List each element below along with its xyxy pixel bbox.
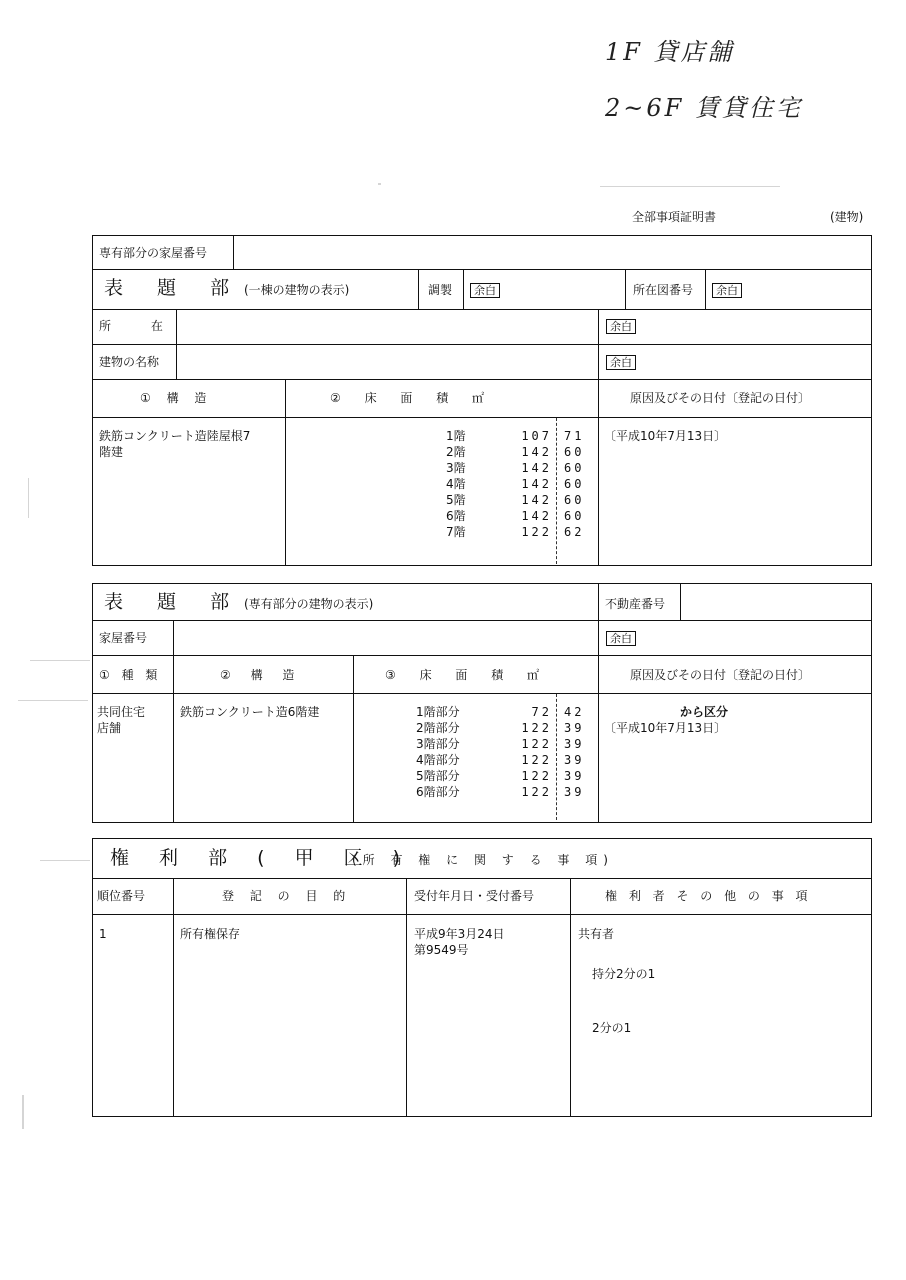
col-purpose: 登 記 の 目 的 — [222, 889, 352, 903]
map-no-value: 余白 — [712, 283, 742, 298]
share-2: 2分の1 — [592, 1021, 632, 1035]
cause-line-1: から区分 — [680, 705, 729, 719]
exclusive-house-label: 専有部分の家屋番号 — [99, 246, 208, 260]
rank-value: 1 — [99, 927, 107, 941]
col-receipt: 受付年月日・受付番号 — [414, 889, 535, 903]
holder-label: 共有者 — [578, 927, 615, 941]
area-dec: 60 — [564, 509, 585, 523]
doc-title: 全部事項証明書 — [632, 210, 717, 224]
floor-label: 2階 — [446, 445, 466, 459]
area-dec: 60 — [564, 477, 585, 491]
area-int: 122 — [521, 753, 552, 767]
area-int: 142 — [521, 477, 552, 491]
area-dec: 62 — [564, 525, 585, 539]
cause-line-2: 〔平成10年7月13日〕 — [604, 721, 727, 735]
area-dec: 39 — [564, 785, 585, 799]
area-dec: 60 — [564, 493, 585, 507]
area-int: 122 — [521, 737, 552, 751]
floor-label: 1階 — [446, 429, 466, 443]
location-label: 所 在 — [99, 319, 181, 333]
area-int: 122 — [521, 785, 552, 799]
floor-list — [446, 428, 466, 540]
floor-label: 2階部分 — [416, 721, 460, 735]
structure-text-2: 鉄筋コンクリート造6階建 — [180, 705, 320, 719]
location-note: 余白 — [606, 319, 636, 334]
building-name-label: 建物の名称 — [99, 355, 160, 369]
floor-label: 3階 — [446, 461, 466, 475]
section1-subtitle: (一棟の建物の表示) — [244, 283, 350, 297]
structure-text-2: 階建 — [99, 445, 124, 459]
col-structure-2: ② 構 造 — [220, 668, 303, 682]
house-no-label: 家屋番号 — [99, 631, 148, 645]
area-int: 122 — [521, 525, 552, 539]
floor-label: 1階部分 — [416, 705, 460, 719]
area-int: 122 — [521, 769, 552, 783]
floor-label: 7階 — [446, 525, 466, 539]
kind-2: 店舗 — [97, 721, 122, 735]
kind-1: 共同住宅 — [97, 705, 146, 719]
floor-area-dec-2 — [564, 704, 584, 800]
handwritten-note-2: 2~6F 賃貸住宅 — [605, 94, 803, 122]
doc-kind: (建物) — [830, 210, 864, 224]
handwritten-note-1: 1F 貸店舗 — [605, 38, 735, 66]
floor-list-2 — [416, 704, 460, 800]
area-dec: 42 — [564, 705, 585, 719]
col-structure: ① 構 造 — [140, 391, 213, 405]
floor-label: 6階 — [446, 509, 466, 523]
floor-area-dec — [564, 428, 584, 540]
section2-subtitle: (専有部分の建物の表示) — [244, 597, 374, 611]
area-dec: 39 — [564, 769, 585, 783]
receipt-no: 第9549号 — [414, 943, 469, 957]
area-int: 142 — [521, 493, 552, 507]
map-no-label: 所在図番号 — [633, 283, 694, 297]
structure-text: 鉄筋コンクリート造陸屋根7 — [99, 429, 251, 443]
floor-label: 4階部分 — [416, 753, 460, 767]
section3-subtitle: (所 有 権 に 関 す る 事 項) — [352, 853, 614, 867]
area-int: 142 — [521, 445, 552, 459]
area-int: 122 — [521, 721, 552, 735]
floor-label: 5階部分 — [416, 769, 460, 783]
building-name-note: 余白 — [606, 355, 636, 370]
floor-area-int — [500, 428, 552, 540]
area-dec: 39 — [564, 737, 585, 751]
area-dec: 39 — [564, 721, 585, 735]
area-dec: 71 — [564, 429, 585, 443]
area-int: 72 — [531, 705, 552, 719]
purpose-value: 所有権保存 — [180, 927, 241, 941]
col-kind: ① 種 類 — [99, 668, 162, 682]
floor-area-int-2 — [490, 704, 552, 800]
area-int: 107 — [521, 429, 552, 443]
col-cause-2: 原因及びその日付〔登記の日付〕 — [630, 668, 811, 682]
floor-label: 4階 — [446, 477, 466, 491]
col-cause: 原因及びその日付〔登記の日付〕 — [630, 391, 811, 405]
area-dec: 60 — [564, 461, 585, 475]
floor-label: 3階部分 — [416, 737, 460, 751]
area-int: 142 — [521, 461, 552, 475]
section1-title: 表 題 部 — [104, 277, 244, 299]
floor-label: 6階部分 — [416, 785, 460, 799]
area-dec: 60 — [564, 445, 585, 459]
house-no-note: 余白 — [606, 631, 636, 646]
floor-label: 5階 — [446, 493, 466, 507]
chosei-label: 調製 — [428, 283, 453, 297]
section2-title: 表 題 部 — [104, 591, 244, 613]
share-1: 持分2分の1 — [592, 967, 656, 981]
section3-title: 権 利 部 ( 甲 区 ) — [110, 847, 413, 869]
col-area: ② 床 面 積 ㎡ — [330, 391, 495, 405]
col-rank: 順位番号 — [97, 889, 146, 903]
cause-text: 〔平成10年7月13日〕 — [604, 429, 727, 443]
col-area-2: ③ 床 面 積 ㎡ — [385, 668, 550, 682]
area-dec: 39 — [564, 753, 585, 767]
realestate-no-label: 不動産番号 — [605, 597, 666, 611]
chosei-value: 余白 — [470, 283, 500, 298]
col-holder: 権 利 者 そ の 他 の 事 項 — [605, 889, 812, 903]
area-int: 142 — [521, 509, 552, 523]
receipt-date: 平成9年3月24日 — [414, 927, 505, 941]
